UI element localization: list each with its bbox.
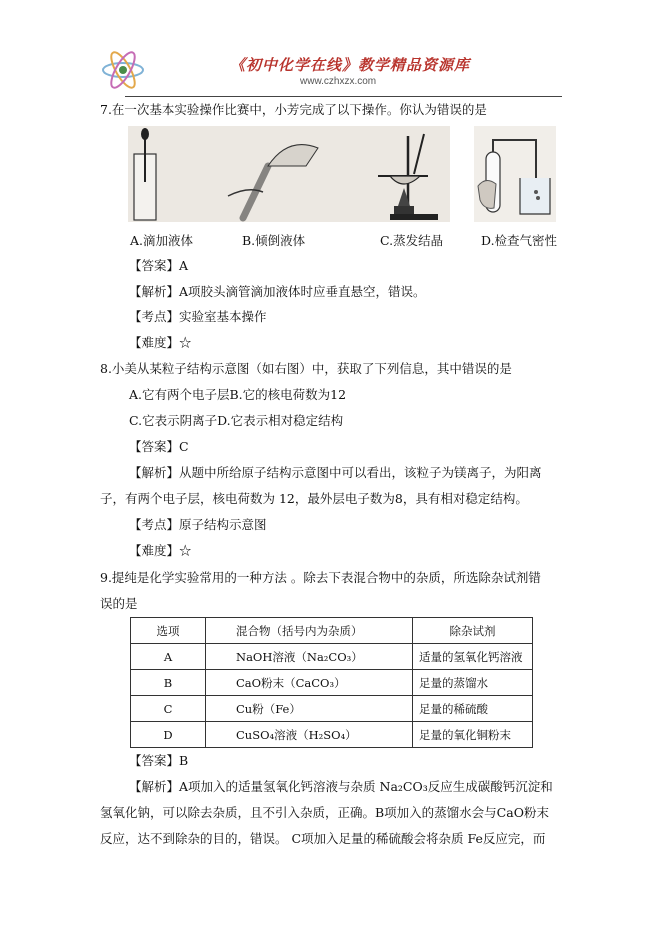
q8-options-cd: C.它表示阴离子D.它表示相对稳定结构 bbox=[129, 413, 344, 428]
q8-analysis-line1: 【解析】从题中所给原子结构示意图中可以看出，该粒子为镁离子，为阳离 bbox=[129, 465, 542, 480]
q9-analysis-line1: 【解析】A项加入的适量氢氧化钙溶液与杂质 Na₂CO₃反应生成碳酸钙沉淀和 bbox=[129, 779, 553, 794]
q8-analysis-line2: 子，有两个电子层，核电荷数为 12，最外层电子数为8，具有相对稳定结构。 bbox=[100, 491, 528, 506]
table-row bbox=[131, 696, 533, 722]
q9-answer: 【答案】B bbox=[129, 753, 189, 768]
table-header-row bbox=[131, 618, 533, 644]
q7-option-c: C.蒸发结晶 bbox=[380, 233, 444, 248]
q7-airtightness-figure bbox=[474, 126, 556, 222]
q9-analysis-line3: 反应，达不到除杂的目的，错误。 C项加入足量的稀硫酸会将杂质 Fe反应完，而 bbox=[100, 831, 546, 846]
row-option: A bbox=[131, 644, 206, 670]
row-mixture: CaO粉末（CaCO₃） bbox=[206, 670, 413, 696]
q7-answer: 【答案】A bbox=[129, 258, 189, 273]
table-header-mixture: 混合物（括号内为杂质） bbox=[206, 618, 413, 644]
table-row bbox=[131, 670, 533, 696]
banner-url: www.czhxzx.com bbox=[300, 76, 377, 87]
row-option: D bbox=[131, 722, 206, 748]
q8-stem: 8.小美从某粒子结构示意图（如右图）中，获取了下列信息，其中错误的是 bbox=[100, 361, 512, 376]
row-mixture: NaOH溶液（Na₂CO₃） bbox=[206, 644, 413, 670]
table-row bbox=[131, 644, 533, 670]
q7-difficulty: 【难度】☆ bbox=[129, 335, 192, 350]
table-row bbox=[131, 722, 533, 748]
q9-analysis-line2: 氢氧化钠，可以除去杂质，且不引入杂质，正确。B项加入的蒸馏水会与CaO粉末 bbox=[100, 805, 549, 820]
row-reagent: 足量的氧化铜粉末 bbox=[413, 722, 533, 748]
header-banner bbox=[100, 48, 562, 94]
q8-options-ab: A.它有两个电子层B.它的核电荷数为12 bbox=[129, 387, 347, 402]
row-reagent: 适量的氢氧化钙溶液 bbox=[413, 644, 533, 670]
row-option: B bbox=[131, 670, 206, 696]
row-mixture: Cu粉（Fe） bbox=[206, 696, 413, 722]
row-reagent: 足量的蒸馏水 bbox=[413, 670, 533, 696]
table-header-option: 选项 bbox=[131, 618, 206, 644]
table-header-reagent: 除杂试剂 bbox=[413, 618, 533, 644]
q7-topic: 【考点】实验室基本操作 bbox=[129, 309, 267, 324]
q7-option-b: B.倾倒液体 bbox=[242, 233, 306, 248]
header-divider bbox=[125, 96, 562, 97]
q7-stem: 7.在一次基本实验操作比赛中，小芳完成了以下操作。你认为错误的是 bbox=[100, 102, 487, 117]
q8-difficulty: 【难度】☆ bbox=[129, 543, 192, 558]
q7-option-a: A.滴加液体 bbox=[130, 233, 194, 248]
q7-apparatus-figure bbox=[128, 126, 450, 222]
q9-stem-line1: 9.提纯是化学实验常用的一种方法 。除去下表混合物中的杂质，所选除杂试剂错 bbox=[100, 570, 541, 585]
q8-topic: 【考点】原子结构示意图 bbox=[129, 517, 267, 532]
q8-answer: 【答案】C bbox=[129, 439, 189, 454]
atom-logo-icon bbox=[100, 48, 146, 92]
row-option: C bbox=[131, 696, 206, 722]
q9-stem-line2: 误的是 bbox=[100, 596, 138, 611]
q7-option-d: D.检查气密性 bbox=[481, 233, 558, 248]
q7-analysis: 【解析】A项胶头滴管滴加液体时应垂直悬空，错误。 bbox=[129, 284, 426, 299]
row-mixture: CuSO₄溶液（H₂SO₄） bbox=[206, 722, 413, 748]
row-reagent: 足量的稀硫酸 bbox=[413, 696, 533, 722]
q9-table bbox=[130, 617, 533, 748]
banner-title: 《初中化学在线》教学精品资源库 bbox=[230, 56, 471, 74]
